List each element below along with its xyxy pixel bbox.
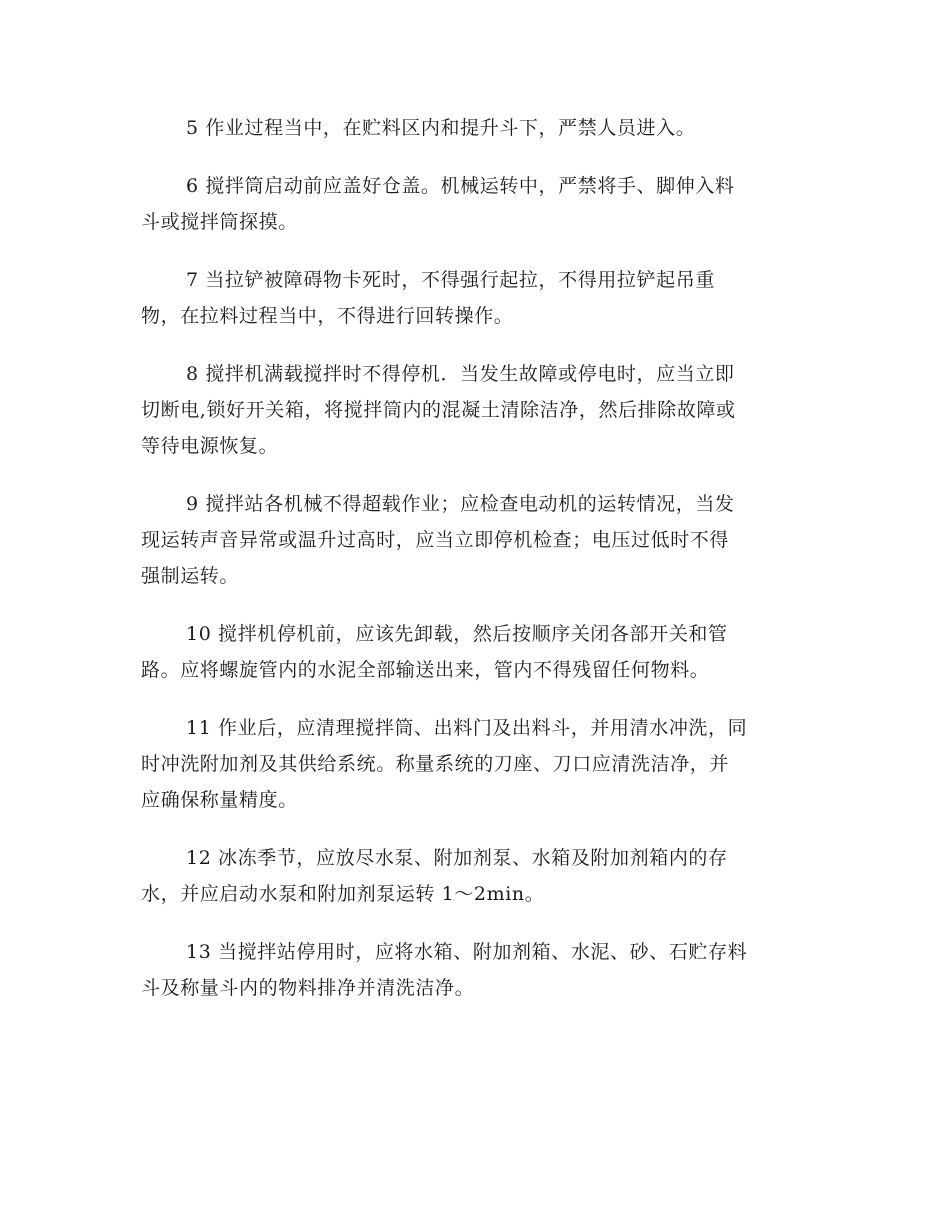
paragraph-7 bbox=[141, 262, 809, 334]
paragraph-line: 11 作业后，应清理搅拌筒、出料门及出料斗，并用清水冲洗，同 bbox=[186, 717, 748, 739]
paragraph-13 bbox=[141, 934, 809, 1006]
paragraph-line: 10 搅拌机停机前，应该先卸载，然后按顺序关闭各部开关和管 bbox=[186, 623, 728, 645]
paragraph-line: 斗或搅拌筒探摸。 bbox=[141, 211, 298, 233]
paragraph-line: 7 当拉铲被障碍物卡死时，不得强行起拉，不得用拉铲起吊重 bbox=[186, 269, 715, 291]
paragraph-line: 现运转声音异常或温升过高时，应当立即停机检查；电压过低时不得 bbox=[141, 529, 730, 551]
paragraph-line: 切断电,锁好开关箱，将搅拌筒内的混凝土清除洁净，然后排除故障或 bbox=[141, 399, 736, 421]
paragraph-line: 等待电源恢复。 bbox=[141, 435, 279, 457]
paragraph-line: 9 搅拌站各机械不得超载作业；应检查电动机的运转情况，当发 bbox=[186, 493, 735, 515]
paragraph-line: 6 搅拌筒启动前应盖好仓盖。机械运转中，严禁将手、脚伸入料 bbox=[186, 175, 735, 197]
paragraph-line: 物，在拉料过程当中，不得进行回转操作。 bbox=[141, 305, 514, 327]
paragraph-line: 水，并应启动水泵和附加剂泵运转 1～2min。 bbox=[141, 883, 545, 905]
paragraph-line: 路。应将螺旋管内的水泥全部输送出来，管内不得残留任何物料。 bbox=[141, 659, 710, 681]
document-body bbox=[141, 110, 809, 1028]
paragraph-line: 时冲洗附加剂及其供给系统。称量系统的刀座、刀口应清洗洁净，并 bbox=[141, 753, 730, 775]
paragraph-line: 13 当搅拌站停用时，应将水箱、附加剂箱、水泥、砂、石贮存料 bbox=[186, 941, 748, 963]
paragraph-9 bbox=[141, 486, 809, 594]
paragraph-8 bbox=[141, 356, 809, 464]
paragraph-12 bbox=[141, 840, 809, 912]
paragraph-11 bbox=[141, 710, 809, 818]
paragraph-5 bbox=[141, 110, 809, 146]
paragraph-10 bbox=[141, 616, 809, 688]
paragraph-line: 5 作业过程当中，在贮料区内和提升斗下，严禁人员进入。 bbox=[186, 117, 696, 139]
paragraph-line: 应确保称量精度。 bbox=[141, 789, 298, 811]
paragraph-line: 强制运转。 bbox=[141, 565, 240, 587]
paragraph-6 bbox=[141, 168, 809, 240]
paragraph-line: 斗及称量斗内的物料排净并清洗洁净。 bbox=[141, 977, 475, 999]
paragraph-line: 8 搅拌机满载搅拌时不得停机．当发生故障或停电时，应当立即 bbox=[186, 363, 735, 385]
paragraph-line: 12 冰冻季节，应放尽水泵、附加剂泵、水箱及附加剂箱内的存 bbox=[186, 847, 728, 869]
